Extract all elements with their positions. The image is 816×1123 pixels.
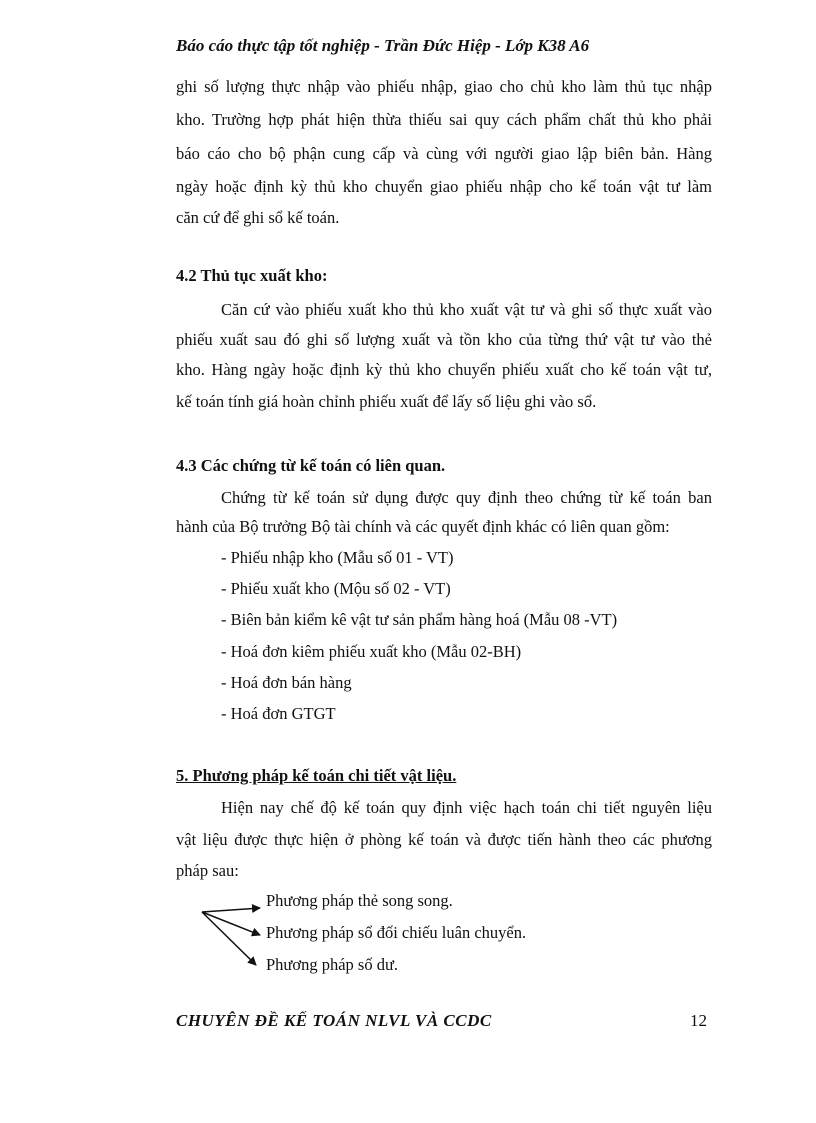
page-footer-title: CHUYÊN ĐỀ KẾ TOÁN NLVL VÀ CCDC [176, 1011, 492, 1030]
section-5-line-2: vật liệu được thực hiện ở phòng kế toán và được tiến hành theo các phương [176, 830, 712, 849]
intro-line-2: kho. Trường hợp phát hiện thừa thiếu sai quy cách phẩm chất thủ kho phải [176, 110, 712, 129]
document-list-item: - Hoá đơn bán hàng [221, 673, 352, 692]
intro-line-3: báo cáo cho bộ phận cung cấp và cùng với người giao lập biên bản. Hàng [176, 144, 712, 163]
arrow-to-method-1 [202, 908, 260, 912]
section-4-2-heading: 4.2 Thủ tục xuất kho: [176, 266, 328, 285]
intro-line-5: căn cứ để ghi sổ kế toán. [176, 208, 340, 227]
section-4-2-line-4: kế toán tính giá hoàn chỉnh phiếu xuất để lấy số liệu ghi vào sổ. [176, 392, 597, 411]
method-arrows-diagram [196, 895, 266, 975]
page-header: Báo cáo thực tập tốt nghiệp - Trần Đức Hiệp - Lớp K38 A6 [176, 36, 590, 55]
section-4-3-line-1: Chứng từ kế toán sử dụng được quy định theo chứng từ kế toán ban [221, 488, 712, 507]
document-list-item: - Phiếu nhập kho (Mẫu số 01 - VT) [221, 548, 454, 567]
document-list-item: - Hoá đơn kiêm phiếu xuất kho (Mẫu 02-BH) [221, 642, 522, 661]
method-item-1: Phương pháp thẻ song song. [266, 891, 453, 910]
section-4-2-line-1: Căn cứ vào phiếu xuất kho thủ kho xuất vật tư và ghi số thực xuất vào [221, 300, 712, 319]
method-item-3: Phương pháp số dư. [266, 955, 399, 974]
method-item-2: Phương pháp sổ đối chiếu luân chuyển. [266, 923, 527, 942]
section-5-heading: 5. Phương pháp kế toán chi tiết vật liệu. [176, 766, 457, 785]
section-4-2-line-2: phiếu xuất sau đó ghi số lượng xuất và tồn kho của từng thứ vật tư vào thẻ [176, 330, 712, 349]
arrow-to-method-2 [202, 912, 260, 935]
page-number: 12 [690, 1011, 707, 1030]
section-4-2-line-3: kho. Hàng ngày hoặc định kỳ thủ kho chuyển phiếu xuất cho kế toán vật tư, [176, 360, 712, 379]
intro-line-1: ghi số lượng thực nhập vào phiếu nhập, giao cho chủ kho làm thủ tục nhập [176, 77, 712, 96]
document-list-item: - Phiếu xuất kho (Mộu số 02 - VT) [221, 579, 451, 598]
document-list-item: - Biên bản kiểm kê vật tư sản phẩm hàng hoá (Mẫu 08 -VT) [221, 610, 618, 629]
arrow-to-method-3 [202, 912, 256, 965]
section-4-3-heading: 4.3 Các chứng từ kế toán có liên quan. [176, 456, 446, 475]
intro-line-4: ngày hoặc định kỳ thủ kho chuyển giao phiếu nhập cho kế toán vật tư làm [176, 177, 712, 196]
section-4-3-line-2: hành của Bộ trưởng Bộ tài chính và các quyết định khác có liên quan gồm: [176, 517, 670, 536]
section-5-line-3: pháp sau: [176, 861, 239, 880]
document-list-item: - Hoá đơn GTGT [221, 704, 336, 723]
section-5-line-1: Hiện nay chế độ kế toán quy định việc hạch toán chi tiết nguyên liệu [221, 798, 712, 817]
